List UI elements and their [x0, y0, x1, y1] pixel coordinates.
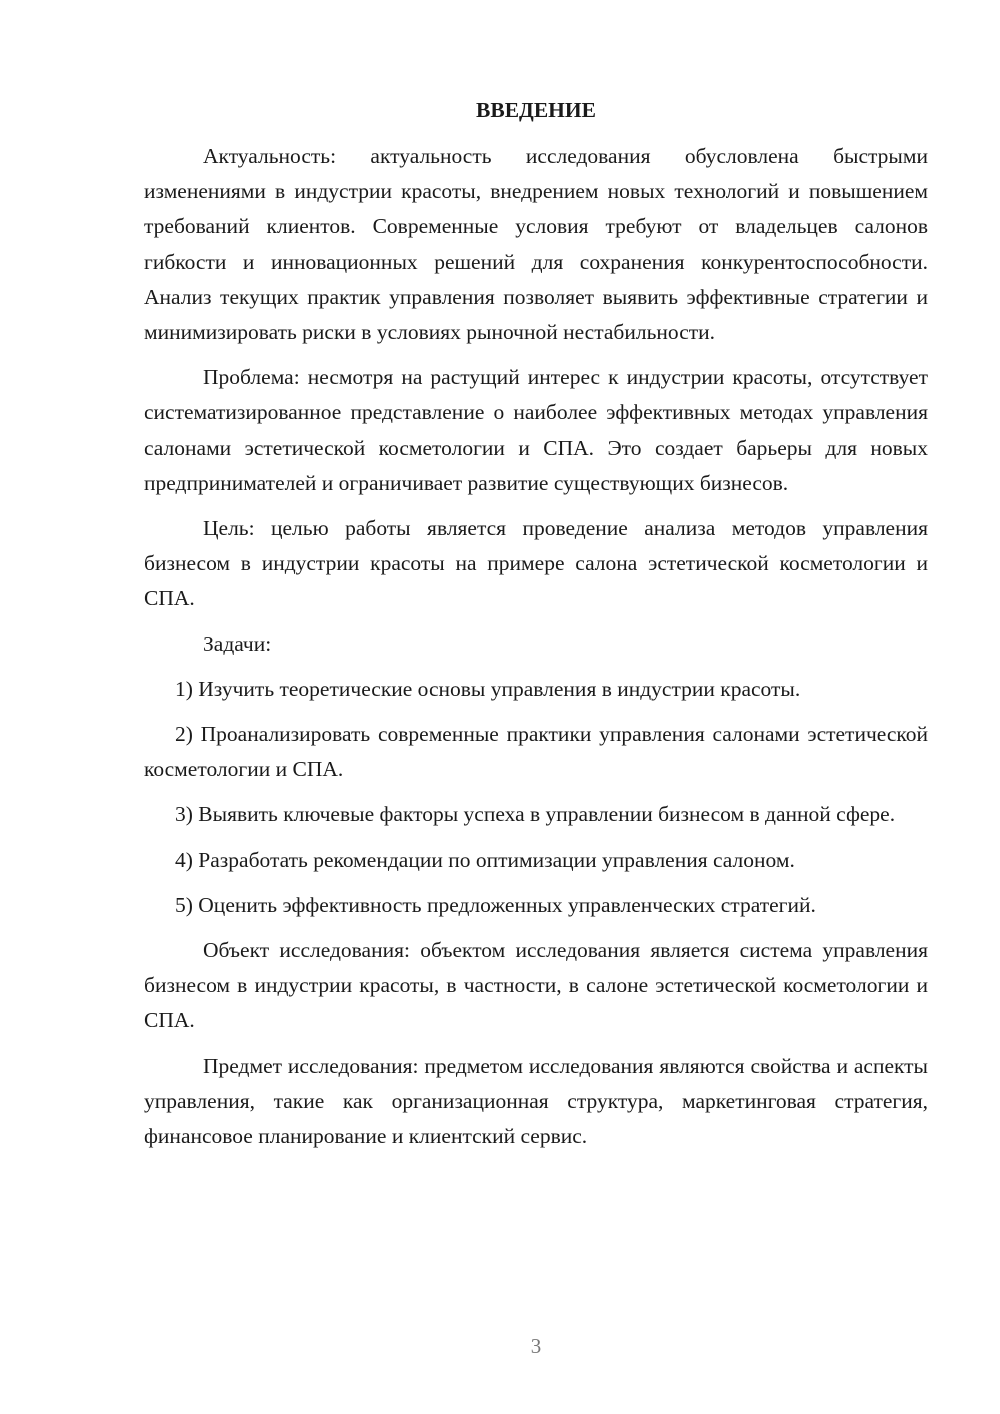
- task-item-1: 1) Изучить теоретические основы управления в индустрии красоты.: [175, 676, 801, 701]
- paragraph-relevance: Актуальность: актуальность исследования обусловлена быстрыми изменениями в индустрии красоты, внедрением новых технологий и повышением требований клиентов. Современные условия требуют от владельцев салонов гибкости и инновационных решений для сохранения конкурентоспособности. Анализ текущих практик управления позволяет выявить эффективные стратегии и минимизировать риски в условиях рыночной нестабильности.: [144, 144, 928, 345]
- tasks-title: Задачи:: [203, 631, 272, 656]
- page-number: 3: [530, 1334, 542, 1358]
- paragraph-goal: Цель: целью работы является проведение анализа методов управления бизнесом в индустрии красоты на примере салона эстетической косметологии и СПА.: [144, 516, 928, 611]
- task-item-2: 2) Проанализировать современные практики управления салонами эстетической косметологии и СПА.: [144, 722, 928, 782]
- task-item-5: 5) Оценить эффективность предложенных управленческих стратегий.: [175, 892, 816, 917]
- paragraph-problem: Проблема: несмотря на растущий интерес к индустрии красоты, отсутствует систематизированное представление о наиболее эффективных методах управления салонами эстетической косметологии и СПА. Это создает барьеры для новых предпринимателей и ограничивает развитие существующих бизнесов.: [144, 365, 928, 495]
- task-item-4: 4) Разработать рекомендации по оптимизации управления салоном.: [175, 847, 795, 872]
- paragraph-subject: Предмет исследования: предметом исследования являются свойства и аспекты управления, такие как организационная структура, маркетинговая стратегия, финансовое планирование и клиентский сервис.: [144, 1053, 928, 1149]
- page-body: [144, 93, 928, 1164]
- paragraph-object: Объект исследования: объектом исследования является система управления бизнесом в индустрии красоты, в частности, в салоне эстетической косметологии и СПА.: [144, 938, 928, 1033]
- task-item-3: 3) Выявить ключевые факторы успеха в управлении бизнесом в данной сфере.: [175, 802, 896, 827]
- section-heading: ВВЕДЕНИЕ: [476, 98, 596, 122]
